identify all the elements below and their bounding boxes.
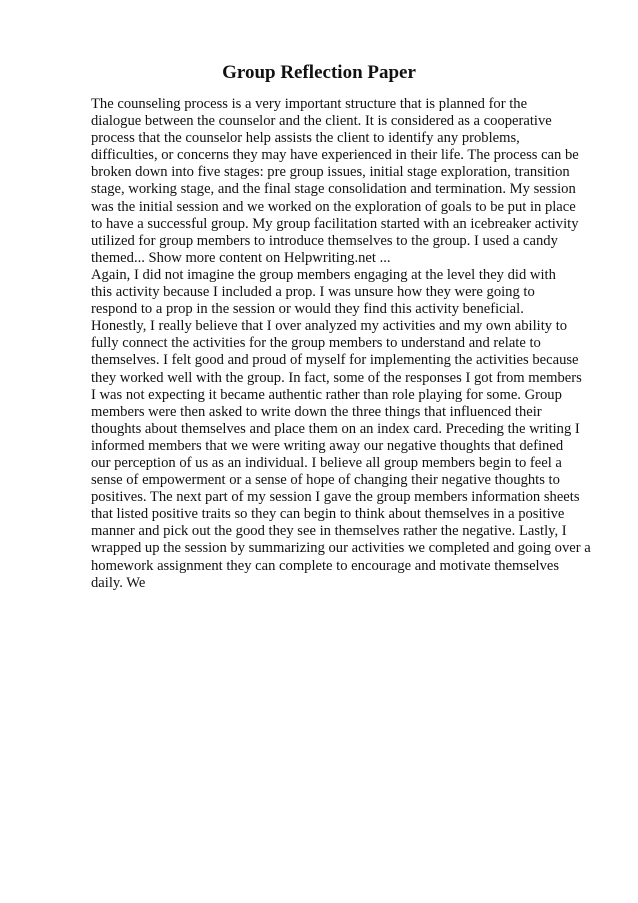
body-line-show-more: themed... Show more content on Helpwriting.net ...	[91, 249, 391, 266]
body-line: daily. We	[91, 574, 146, 591]
body-line: was the initial session and we worked on the exploration of goals to be put in place	[91, 198, 576, 215]
body-line: homework assignment they can complete to encourage and motivate themselves	[91, 557, 560, 574]
body-line: respond to a prop in the session or would they find this activity beneficial.	[91, 301, 524, 318]
body-line: to have a successful group. My group facilitation started with an icebreaker activity	[91, 215, 579, 232]
body-line: fully connect the activities for the group members to understand and relate to	[91, 335, 541, 352]
document-title: Group Reflection Paper	[222, 62, 416, 83]
document-body	[91, 96, 601, 592]
body-line: our perception of us as an individual. I believe all group members begin to feel a	[91, 454, 562, 471]
body-line: they worked well with the group. In fact, some of the responses I got from members	[91, 369, 582, 386]
body-line: members were then asked to write down the three things that influenced their	[91, 403, 542, 420]
body-line: process that the counselor help assists the client to identify any problems,	[91, 130, 520, 147]
body-line: manner and pick out the good they see in themselves rather the negative. Lastly, I	[91, 523, 567, 540]
body-line: sense of empowerment or a sense of hope of changing their negative thoughts to	[91, 472, 560, 489]
body-line: that listed positive traits so they can begin to think about themselves in a positive	[91, 506, 565, 523]
body-line: dialogue between the counselor and the client. It is considered as a cooperative	[91, 113, 552, 130]
body-line: I was not expecting it became authentic rather than role playing for some. Group	[91, 386, 562, 403]
body-line: thoughts about themselves and place them on an index card. Preceding the writing I	[91, 420, 580, 437]
body-line: positives. The next part of my session I gave the group members information sheets	[91, 489, 580, 506]
body-line: difficulties, or concerns they may have experienced in their life. The process can be	[91, 147, 579, 164]
body-line: informed members that we were writing away our negative thoughts that defined	[91, 437, 564, 454]
body-line: Again, I did not imagine the group members engaging at the level they did with	[91, 266, 556, 283]
body-line: stage, working stage, and the final stage consolidation and termination. My session	[91, 181, 576, 198]
body-line: Honestly, I really believe that I over analyzed my activities and my own ability to	[91, 318, 568, 335]
body-line: utilized for group members to introduce themselves to the group. I used a candy	[91, 232, 558, 249]
body-line: themselves. I felt good and proud of myself for implementing the activities because	[91, 352, 579, 369]
body-line: The counseling process is a very important structure that is planned for the	[91, 96, 528, 112]
body-line: this activity because I included a prop. I was unsure how they were going to	[91, 284, 535, 301]
body-line: broken down into five stages: pre group issues, initial stage exploration, transition	[91, 164, 570, 181]
body-line: wrapped up the session by summarizing our activities we completed and going over a	[91, 540, 591, 557]
